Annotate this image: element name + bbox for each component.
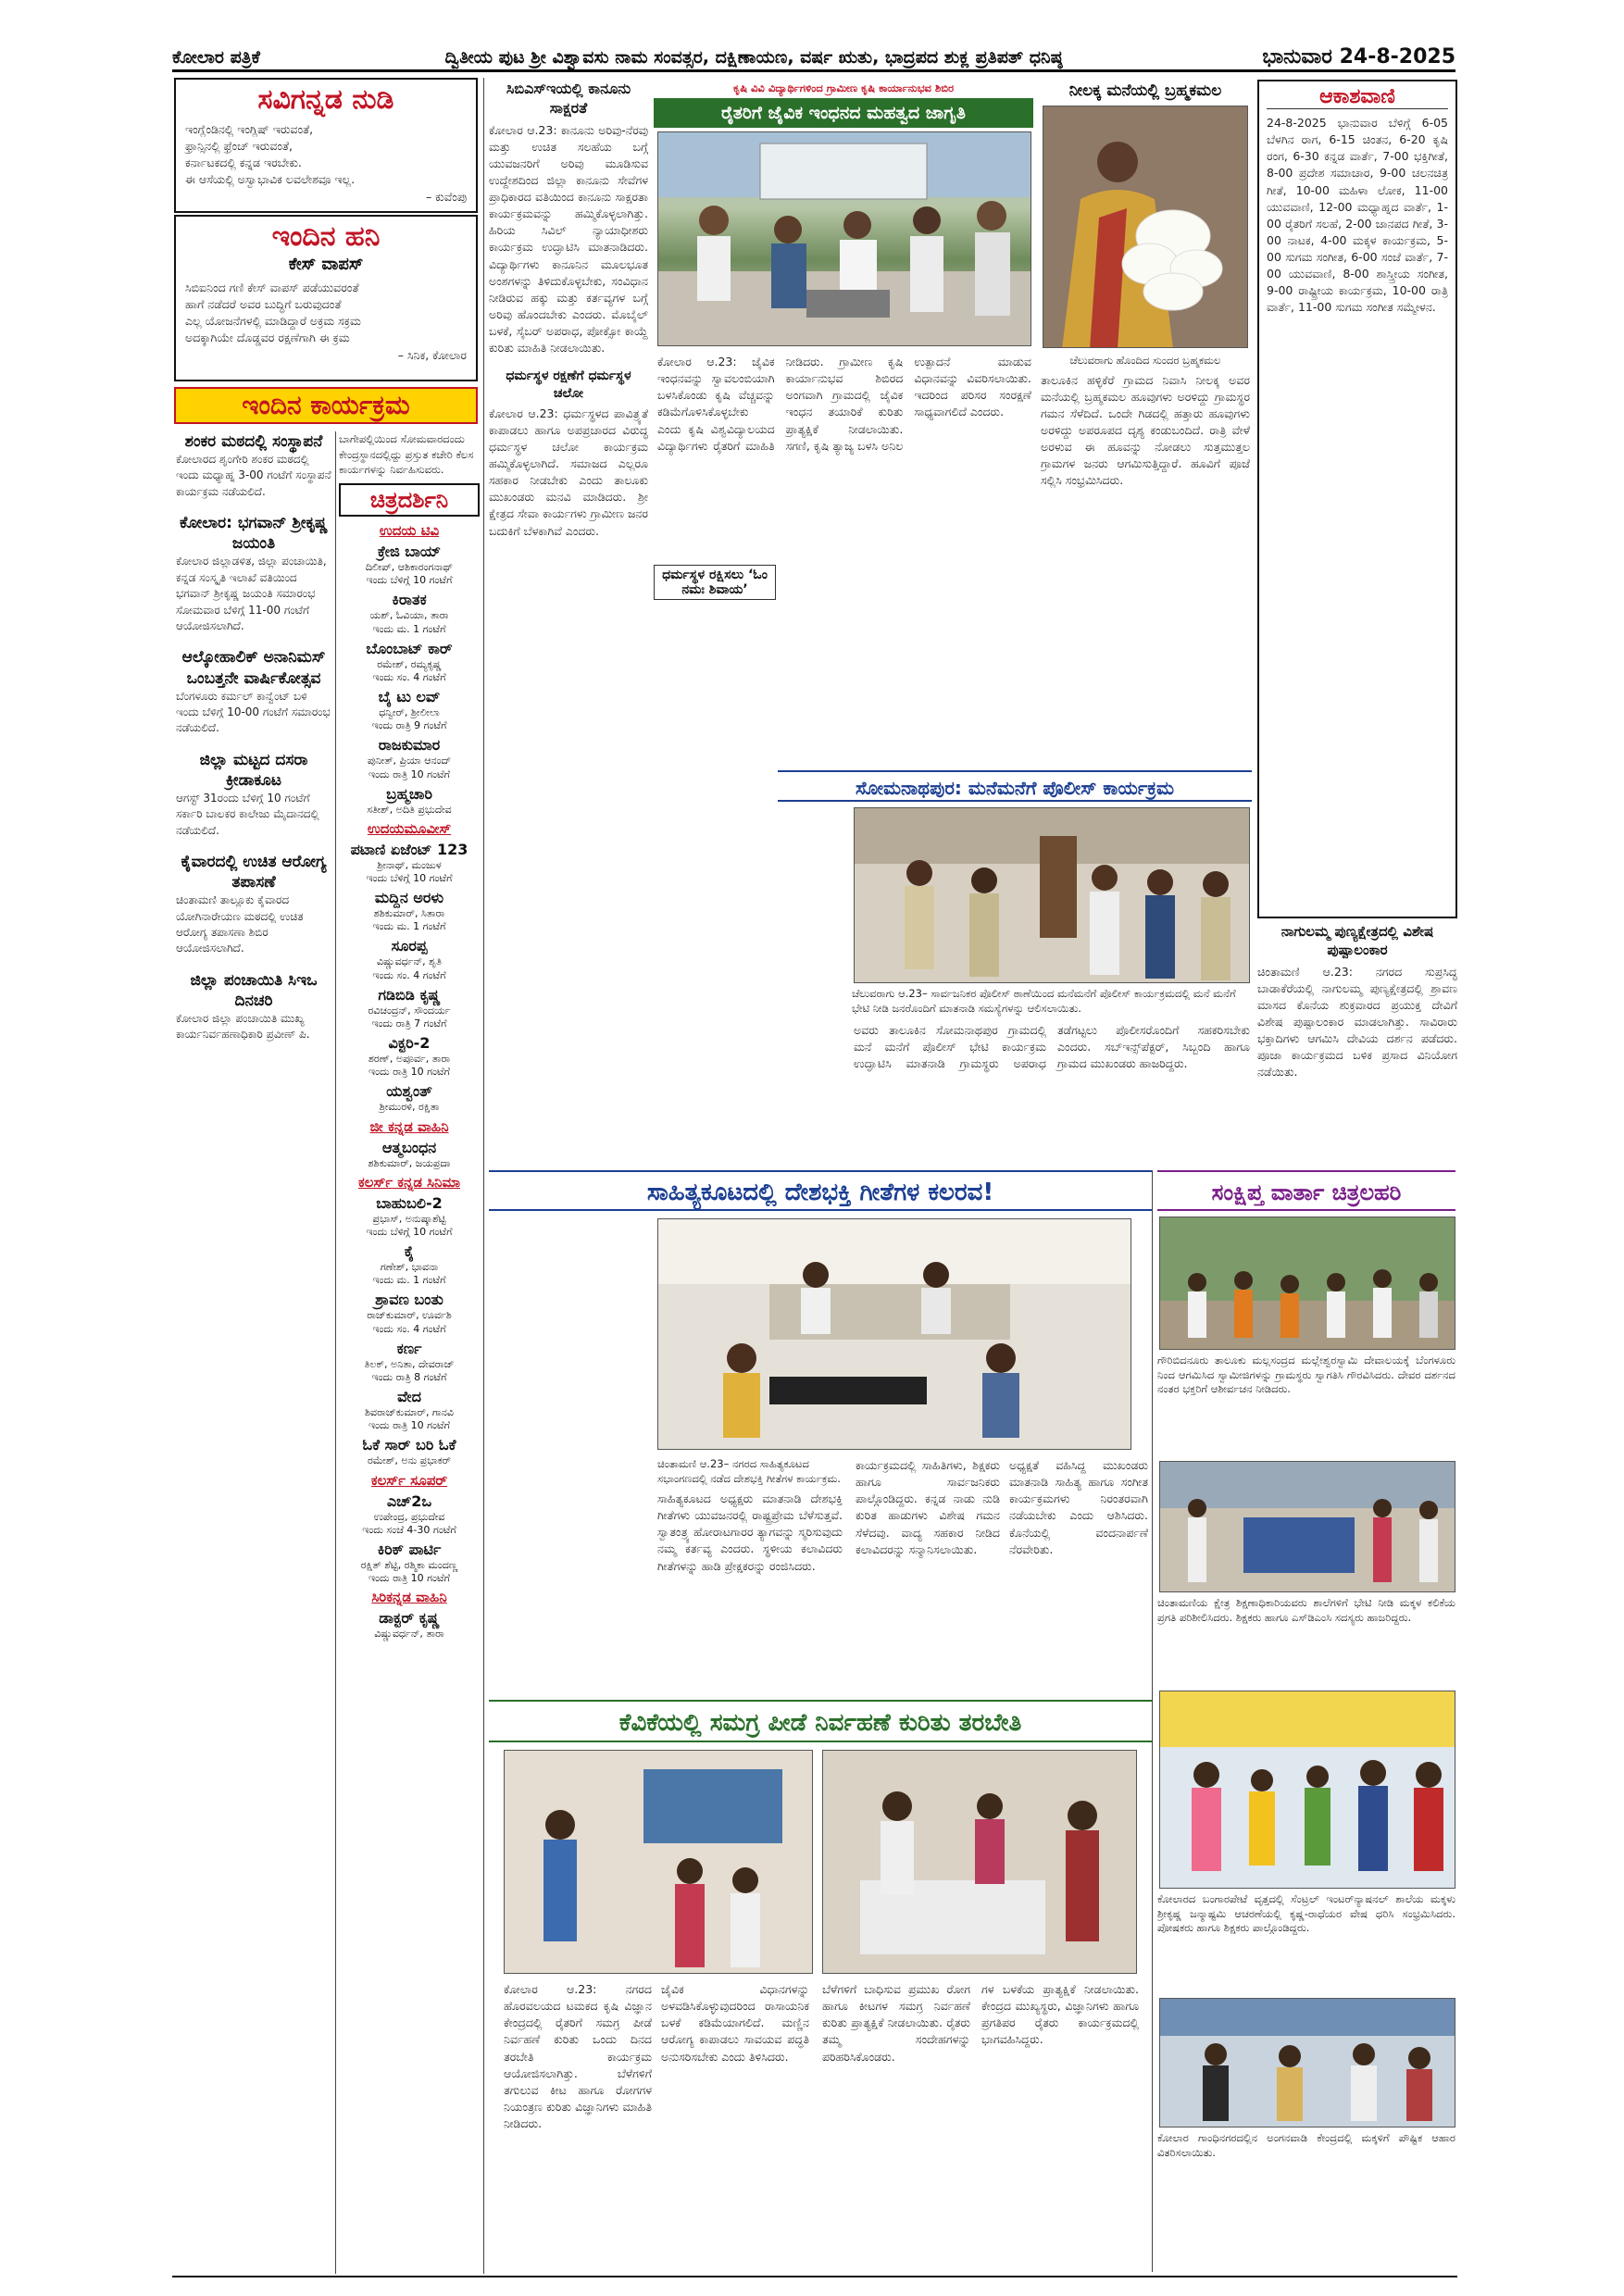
column-rule xyxy=(335,431,336,2274)
karyakrama-item-head: ಆಲ್ಕೋಹಾಲಿಕ್ ಅನಾನಿಮಸ್ ಒಂಬತ್ತನೇ ವಾರ್ಷಿಕೋತ್ಸವ xyxy=(181,648,326,688)
sahitya-col2: ಕಾರ್ಯಕ್ರಮದಲ್ಲಿ ಸಾಹಿತಿಗಳು, ಶಿಕ್ಷಕರು ಹಾಗೂ ಸಾರ್ವಜನಿಕರು ಪಾಲ್ಗೊಂಡಿದ್ದರು. ಕನ್ನಡ ನಾಡು ನುಡಿ ಕುರಿತ ಹಾಡುಗಳು ವಿಶೇಷ ಗಮನ ಸೆಳೆದವು. ವಾದ್ಯ ಸಹಕಾರ ನೀಡಿದ ಕಲಾವಿದರನ್ನು ಸನ್ಮಾನಿಸಲಾಯಿತು. xyxy=(856,1458,1000,1556)
tv-show-cast: ಶರಣ್, ಅಪೂರ್ವ, ತಾರಾ xyxy=(368,1052,451,1065)
tv-show xyxy=(339,1082,480,1114)
tv-show-cast: ಉಪೇಂದ್ರ, ಪ್ರಭುದೇವ xyxy=(373,1510,445,1523)
tv-show-title: ಸೂರಪ್ಪ xyxy=(391,937,428,955)
neelakka-head: ನೀಲಕ್ಕ ಮನೆಯಲ್ಲಿ ಬ್ರಹ್ಮಕಮಲ xyxy=(1068,81,1222,100)
raitha-headline: ರೈತರಿಗೆ ಜೈವಿಕ ಇಂಧನದ ಮಹತ್ವದ ಜಾಗೃತಿ xyxy=(654,98,1033,128)
raitha-photo-image xyxy=(658,132,1031,346)
chitradarshini-column xyxy=(339,431,480,2274)
tv-show xyxy=(339,1436,480,1467)
column-rule xyxy=(1152,1170,1153,2272)
tv-show-title: ಯಶ್ವಂತ್ xyxy=(386,1082,432,1101)
savinudi-box xyxy=(174,78,478,213)
karyakrama-item xyxy=(176,647,331,736)
tv-show-cast: ರವಿಚಂದ್ರನ್, ಸೌಂದರ್ಯ xyxy=(368,1004,451,1017)
sankshipta-photo-4 xyxy=(1159,1998,1455,2128)
tv-channel-name: ಕಲರ್ಸ್ ಸೂಪರ್ xyxy=(370,1471,448,1489)
karyakrama-note: ಬಾಗೇಪಲ್ಲಿಯಿಂದ ಸೋಮವಾರದಂದು ಕೇಂದ್ರಸ್ಥಾನದಲ್ಲಿದ್ದು ಪ್ರಸ್ತುತ ಕಚೇರಿ ಕೆಲಸ ಕಾರ್ಯಗಳನ್ನು ನಿರ್ವಹಿಸುವರು. xyxy=(339,432,474,477)
tv-listing xyxy=(339,522,480,1641)
karyakrama-item xyxy=(176,750,331,839)
tv-show-time: ಇಂದು ರಾತ್ರಿ 10 ಗಂಟೆಗೆ xyxy=(369,1066,450,1079)
tv-show-title: ಗಡಿಬಿಡಿ ಕೃಷ್ಣ xyxy=(378,985,441,1004)
tv-show xyxy=(339,1492,480,1537)
tv-show xyxy=(339,640,480,684)
tv-show-title: ವಿಕ್ಟರಿ-2 xyxy=(388,1033,431,1052)
krishna-janmashtami-photo xyxy=(1160,1691,1455,1889)
indina-hani-title: ಇಂದಿನ ಹನಿ xyxy=(271,220,381,253)
karyakrama-item-head: ಜಿಲ್ಲಾ ಪಂಚಾಯಿತಿ ಸಿಇಒ ದಿನಚರಿ xyxy=(190,970,318,1010)
somanathapura-photo xyxy=(854,807,1250,983)
kanoonu-column xyxy=(489,80,648,1325)
tv-show-title: ಓಕೆ ಸಾರ್ ಬರಿ ಓಕೆ xyxy=(362,1436,456,1454)
akashavani-schedule: 24-8-2025 ಭಾನುವಾರ ಬೆಳಿಗ್ಗೆ 6-05 ಬೆಳಗಿನ ರಾಗ, 6-15 ಚಿಂತನ, 6-20 ಕೃಷಿ ರಂಗ, 6-30 ಕನ್ನಡ ವಾರ್ತೆ, 7-00 ಭಕ್ತಿಗೀತೆ, 8-00 ಪ್ರದೇಶ ಸಮಾಚಾರ, 9-00 ಚಲನಚಿತ್ರ ಗೀತೆ, 10-00 ಮಹಿಳಾ ಲೋಕ, 11-00 ಯುವವಾಣಿ, 12-00 ಮಧ್ಯಾಹ್ನದ ವಾರ್ತೆ, 1-00 ರೈತರಿಗೆ ಸಲಹೆ, 2-00 ಜಾನಪದ ಗೀತೆ, 3-00 ನಾಟಕ, 4-00 ಮಕ್ಕಳ ಕಾರ್ಯಕ್ರಮ, 5-00 ಸುಗಮ ಸಂಗೀತ, 6-00 ಸಂಜೆ ವಾರ್ತೆ, 7-00 ಯುವವಾಣಿ, 8-00 ಶಾಸ್ತ್ರೀಯ ಸಂಗೀತ, 9-00 ರಾಷ್ಟ್ರೀಯ ಕಾರ್ಯಕ್ರಮ, 10-00 ರಾತ್ರಿ ವಾರ್ತೆ, 11-00 ಸುಗಮ ಸಂಗೀತ ಸಮ್ಮೇಳನ. xyxy=(1267,116,1448,315)
neelakka-photo xyxy=(1043,106,1248,348)
tv-show-cast: ಶ್ರೀಮುರಳಿ, ರಕ್ಷಿತಾ xyxy=(379,1101,440,1114)
sahitya-photo xyxy=(657,1218,1131,1450)
karyakrama-item-body: ಚಿಂತಾಮಣಿ ತಾಲ್ಲೂಕು ಕೈವಾರದ ಯೋಗಿನಾರೇಯಣ ಮಠದಲ್ಲಿ ಉಚಿತ ಆರೋಗ್ಯ ತಪಾಸಣಾ ಶಿಬಿರ ಆಯೋಜಿಸಲಾಗಿದೆ. xyxy=(176,893,304,955)
paper-name: ಕೋಲಾರ ಪತ್ರಿಕೆ xyxy=(172,46,260,68)
sankshipta-headline: ಸಂಕ್ಷಿಪ್ತ ವಾರ್ತಾ ಚಿತ್ರಲಹರಿ xyxy=(1157,1170,1455,1211)
tv-channel-name: ಉದಯ ಟಿವಿ xyxy=(379,522,440,540)
karyakrama-item-body: ಆಗಸ್ಟ್ 31ರಂದು ಬೆಳಿಗ್ಗೆ 10 ಗಂಟೆಗೆ ಸರ್ಕಾರಿ ಬಾಲಕರ ಕಾಲೇಜು ಮೈದಾನದಲ್ಲಿ ನಡೆಯಲಿದೆ. xyxy=(176,791,319,837)
kvk-headline: ಕೆವಿಕೆಯಲ್ಲಿ ಸಮಗ್ರ ಪೀಡೆ ನಿರ್ವಹಣೆ ಕುರಿತು ತರಬೇತಿ xyxy=(489,1700,1152,1742)
tv-show xyxy=(339,1291,480,1335)
masthead xyxy=(172,44,1455,72)
karyakrama-item-head: ಕೋಲಾರ: ಭಗವಾನ್ ಶ್ರೀಕೃಷ್ಣ ಜಯಂತಿ xyxy=(180,514,328,554)
dharmasthala-head: ಧರ್ಮಸ್ಥಳ ರಕ್ಷಣೆಗೆ ಧರ್ಮಸ್ಥಳ ಚಲೋ xyxy=(506,368,631,401)
tv-show-cast: ಶಿವರಾಜ್‌ಕುಮಾರ್, ಗಾನವಿ xyxy=(365,1406,454,1419)
kvk-col1: ಕೋಲಾರ ಆ.23: ನಗರದ ಹೊರವಲಯದ ಟಮಕದ ಕೃಷಿ ವಿಜ್ಞಾನ ಕೇಂದ್ರದಲ್ಲಿ ರೈತರಿಗೆ ಸಮಗ್ರ ಪೀಡೆ ನಿರ್ವಹಣೆ ಕುರಿತು ಒಂದು ದಿನದ ತರಬೇತಿ ಕಾರ್ಯಕ್ರಮ ಆಯೋಜಿಸಲಾಗಿತ್ತು. ಬೆಳೆಗಳಿಗೆ ತಗುಲುವ ಕೀಟ ಹಾಗೂ ರೋಗಗಳ ನಿಯಂತ್ರಣ ಕುರಿತು ವಿಜ್ಞಾನಿಗಳು ಮಾಹಿತಿ ನೀಡಿದರು. xyxy=(504,1982,652,2130)
tv-show-time: ಇಂದು ಮ. 1 ಗಂಟೆಗೆ xyxy=(372,920,446,933)
savinudi-line: ಇಂಗ್ಲೆಂಡಿನಲ್ಲಿ ಇಂಗ್ಲಿಷ್ ಇರುವಂತೆ, xyxy=(185,122,314,136)
karyakrama-item xyxy=(176,431,331,500)
tv-show-time: ಇಂದು ರಾತ್ರಿ 9 ಗಂಟೆಗೆ xyxy=(371,719,447,732)
tv-show-title: ಬೊಂಬಾಟ್ ಕಾರ್ xyxy=(366,639,453,657)
tv-show-title: ಬಾಹುಬಲಿ-2 xyxy=(376,1193,443,1212)
tv-show-title: ಕ್ರೇಜಿ ಬಾಯ್ xyxy=(377,543,442,561)
tv-show xyxy=(339,688,480,732)
karyakrama-banner: ಇಂದಿನ ಕಾರ್ಯಕ್ರಮ xyxy=(174,387,478,424)
karyakrama-item-head: ಜಿಲ್ಲಾ ಮಟ್ಟದ ದಸರಾ ಕ್ರೀಡಾಕೂಟ xyxy=(199,750,308,790)
tv-show-cast: ಧನ್ವೀರ್, ಶ್ರೀಲೀಲಾ xyxy=(379,705,440,718)
brahmakamala-photo xyxy=(1043,106,1248,348)
karyakrama-item-body: ಕೋಲಾರ ಜಿಲ್ಲಾ ಪಂಚಾಯಿತಿ ಮುಖ್ಯ ಕಾರ್ಯನಿರ್ವಹಣಾಧಿಕಾರಿ ಪ್ರವೀಣ್ ಪಿ. xyxy=(176,1012,310,1042)
bottom-rule xyxy=(172,2276,1457,2277)
kvk-photo-1 xyxy=(504,1750,813,1974)
sahitya-headline: ಸಾಹಿತ್ಯಕೂಟದಲ್ಲಿ ದೇಶಭಕ್ತಿ ಗೀತೆಗಳ ಕಲರವ! xyxy=(489,1170,1152,1211)
sahitya-caption: ಚಿಂತಾಮಣಿ ಆ.23– ನಗರದ ಸಾಹಿತ್ಯಕೂಟದ ಸಭಾಂಗಣದಲ್ಲಿ ನಡೆದ ದೇಶಭಕ್ತಿ ಗೀತೆಗಳ ಕಾರ್ಯಕ್ರಮ. xyxy=(657,1457,841,1485)
karyakrama-item-head: ಶಂಕರ ಮಠದಲ್ಲಿ ಸಂಸ್ಥಾಪನೆ xyxy=(184,432,323,451)
calendar-line: ದ್ವಿತೀಯ ಪುಟ ಶ್ರೀ ವಿಶ್ವಾವಸು ನಾಮ ಸಂವತ್ಸರ, ದಕ್ಷಿಣಾಯಣ, ವರ್ಷ ಋತು, ಭಾದ್ರಪದ ಶುಕ್ಲ ಪ್ರತಿಪತ್ ಧನಿಷ್ಠ xyxy=(444,46,1063,68)
tv-show-cast: ಶ್ರೀನಾಥ್, ಮಂಜುಳ xyxy=(377,858,442,871)
kanoonu-head: ಸಿಬಿಎಸ್ಇಯಲ್ಲಿ ಕಾನೂನು ಸಾಕ್ಷರತೆ xyxy=(506,80,631,117)
indina-hani-subtitle: ಕೇಸ್ ವಾಪಸ್ xyxy=(288,255,364,274)
tv-show-title: ವೇದ xyxy=(397,1388,421,1406)
tv-show-time: ಇಂದು ರಾತ್ರಿ 10 ಗಂಟೆಗೆ xyxy=(369,1419,450,1432)
savinudi-author: – ಕುವೆಂಪು xyxy=(425,189,467,204)
kvk-photo-2 xyxy=(822,1750,1137,1974)
column-rule xyxy=(483,78,484,2274)
tv-show xyxy=(339,591,480,635)
hani-author: – ಸಿನಿಕ, ಕೋಲಾರ xyxy=(397,347,467,362)
tv-show-time: ಇಂದು ಸಂ. 4 ಗಂಟೆಗೆ xyxy=(372,670,446,683)
karyakrama-item-body: ಬೆಂಗಳೂರು ಕರ್ಮಲ್ ಕಾನ್ವೆಂಟ್ ಬಳಿ ಇಂದು ಬೆಳಿಗ್ಗೆ 10-00 ಗಂಟೆಗೆ ಸಮಾರಂಭ ನಡೆಯಲಿದೆ. xyxy=(176,689,331,735)
tv-show-time: ಇಂದು ರಾತ್ರಿ 10 ಗಂಟೆಗೆ xyxy=(369,1572,450,1585)
tv-show-cast: ಯಶ್, ಓವಿಯಾ, ತಾರಾ xyxy=(369,609,449,622)
indina-hani-box xyxy=(174,215,478,381)
kvk-col3: ಬೆಳೆಗಳಿಗೆ ಬಾಧಿಸುವ ಪ್ರಮುಖ ರೋಗ ಹಾಗೂ ಕೀಟಗಳ ಸಮಗ್ರ ನಿರ್ವಹಣೆ ಕುರಿತು ಪ್ರಾತ್ಯಕ್ಷಿಕೆ ನೀಡಲಾಯಿತು. ರೈತರು ತಮ್ಮ ಸಂದೇಹಗಳನ್ನು ಪರಿಹರಿಸಿಕೊಂಡರು. xyxy=(822,1982,970,2064)
tv-show xyxy=(339,1242,480,1287)
tv-show-time: ಇಂದು ಮ. 1 ಗಂಟೆಗೆ xyxy=(372,622,446,635)
karyakrama-item-head: ಕೈವಾರದಲ್ಲಿ ಉಚಿತ ಆರೋಗ್ಯ ತಪಾಸಣೆ xyxy=(181,853,327,892)
tv-show-title: ಕಿರಾತಕ xyxy=(392,591,427,609)
akashavani-box xyxy=(1257,80,1457,918)
tv-show xyxy=(339,841,480,885)
hani-line: ಸಿಬಿಐನಿಂದ ಗಣಿ ಕೇಸ್ ವಾಪಸ್ ಪಡೆಯುವರಂತೆ xyxy=(185,281,359,294)
tv-channel-name: ಕಲರ್ಸ್ ಕನ್ನಡ ಸಿನಿಮಾ xyxy=(357,1173,461,1191)
tv-show xyxy=(339,1609,480,1641)
tv-show xyxy=(339,1388,480,1432)
raitha-body: ಕೋಲಾರ ಆ.23: ಜೈವಿಕ ಇಂಧನವನ್ನು ಸ್ವಾವಲಂಬಿಯಾಗಿ ಬಳಸಿಕೊಂಡು ಕೃಷಿ ವೆಚ್ಚವನ್ನು ಕಡಿಮೆಗೊಳಿಸಿಕೊಳ್ಳಬೇಕು ಎಂದು ಕೃಷಿ ವಿಶ್ವವಿದ್ಯಾಲಯದ ವಿದ್ಯಾರ್ಥಿಗಳು ರೈತರಿಗೆ ಮಾಹಿತಿ ನೀಡಿದರು. ಗ್ರಾಮೀಣ ಕೃಷಿ ಕಾರ್ಯಾನುಭವ ಶಿಬಿರದ ಅಂಗವಾಗಿ ಗ್ರಾಮದಲ್ಲಿ ಜೈವಿಕ ಇಂಧನ ತಯಾರಿಕೆ ಕುರಿತು ಪ್ರಾತ್ಯಕ್ಷಿಕೆ ನೀಡಲಾಯಿತು. ಸಗಣಿ, ಕೃಷಿ ತ್ಯಾಜ್ಯ ಬಳಸಿ ಅನಿಲ ಉತ್ಪಾದನೆ ಮಾಡುವ ವಿಧಾನವನ್ನು ವಿವರಿಸಲಾಯಿತು. ಇದರಿಂದ ಪರಿಸರ ಸಂರಕ್ಷಣೆ ಸಾಧ್ಯವಾಗಲಿದೆ ಎಂದರು. xyxy=(657,355,1031,453)
sankshipta-caption-2: ಚಿಂತಾಮಣಿಯ ಕ್ಷೇತ್ರ ಶಿಕ್ಷಣಾಧಿಕಾರಿಯವರು ಶಾಲೆಗಳಿಗೆ ಭೇಟಿ ನೀಡಿ ಮಕ್ಕಳ ಕಲಿಕೆಯ ಪ್ರಗತಿ ಪರಿಶೀಲಿಸಿದರು. ಶಿಕ್ಷಕರು ಹಾಗೂ ಎಸ್‌ಡಿಎಂಸಿ ಸದಸ್ಯರು ಹಾಜರಿದ್ದರು. xyxy=(1157,1596,1455,1624)
hani-line: ಹಾಗೆ ನಡೆದರೆ ಅವರ ಬುದ್ಧಿಗೆ ಬರುವುದಂತೆ xyxy=(185,297,342,312)
raitha-photo xyxy=(657,131,1031,346)
tv-show-title: ಮದ್ದಿನ ಅರಳು xyxy=(374,889,444,907)
kvk-col2: ಜೈವಿಕ ವಿಧಾನಗಳನ್ನು ಅಳವಡಿಸಿಕೊಳ್ಳುವುದರಿಂದ ರಾಸಾಯನಿಕ ಬಳಕೆ ಕಡಿಮೆಯಾಗಲಿದೆ. ಮಣ್ಣಿನ ಆರೋಗ್ಯ ಕಾಪಾಡಲು ಸಾವಯವ ಪದ್ಧತಿ ಅನುಸರಿಸಬೇಕು ಎಂದು ತಿಳಿಸಿದರು. xyxy=(661,1982,809,2064)
school-visit-photo xyxy=(1160,1462,1455,1592)
kvk-col4: ಗಳ ಬಳಕೆಯ ಪ್ರಾತ್ಯಕ್ಷಿಕೆ ನೀಡಲಾಯಿತು. ಕೇಂದ್ರದ ಮುಖ್ಯಸ್ಥರು, ವಿಜ್ಞಾನಿಗಳು ಹಾಗೂ ಪ್ರಗತಿಪರ ರೈತರು ಕಾರ್ಯಕ್ರಮದಲ್ಲಿ ಭಾಗವಹಿಸಿದ್ದರು. xyxy=(981,1982,1139,2047)
tv-show-cast: ವಿಷ್ಣುವರ್ಧನ್, ತಾರಾ xyxy=(374,1628,444,1641)
neelakka-caption: ಚೆಲುವರಾಗು ಹೊಂದಿದ ಸುಂದರ ಬ್ರಹ್ಮಕಮಲ xyxy=(1069,354,1221,367)
tv-channel-name: ಸಿರಿಕನ್ನಡ ವಾಹಿನಿ xyxy=(371,1589,447,1606)
issue-date: ಭಾನುವಾರ 24-8-2025 xyxy=(1262,45,1455,69)
savinudi-line: ಈ ಆಸೆಯಲ್ಲಿ ಅಸ್ವಾಭಾವಿಕ ಲವಲೇಶವೂ ಇಲ್ಲ. xyxy=(185,172,356,187)
anganwadi-photo xyxy=(1160,1999,1455,2128)
tv-show-cast: ರಮೇಶ್, ರಮ್ಯಕೃಷ್ಣ xyxy=(377,657,442,670)
tv-show-time: ಇಂದು ಸಂ. 4 ಗಂಟೆಗೆ xyxy=(372,968,446,981)
sankshipta-photo-3 xyxy=(1159,1691,1455,1889)
tv-show-title: ರಾಜಕುಮಾರ xyxy=(378,736,441,755)
somanathapura-caption: ಚೆಲುವರಾಗು ಆ.23– ಸಾರ್ವಜನಿಕರ ಪೊಲೀಸ್ ಠಾಣೆಯಿಂದ ಮನೆಮನೆಗೆ ಪೊಲೀಸ್ ಕಾರ್ಯಕ್ರಮದಲ್ಲಿ ಮನೆ ಮನೆಗೆ ಭೇಟಿ ನೀಡಿ ಜನರೊಂದಿಗೆ ಮಾತನಾಡಿ ಸಮಸ್ಯೆಗಳನ್ನು ಆಲಿಸಲಾಯಿತು. xyxy=(852,987,1236,1015)
kvk-training-photo-1 xyxy=(505,1751,813,1974)
tv-show-time: ಇಂದು ರಾತ್ರಿ 7 ಗಂಟೆಗೆ xyxy=(371,1017,447,1029)
tv-show-title: ಬೈ ಟು ಲವ್ xyxy=(378,687,441,705)
akashavani-title: ಆಕಾಶವಾಣಿ xyxy=(1267,85,1448,109)
karyakrama-item-body: ಕೋಲಾರ ಜಿಲ್ಲಾಡಳಿತ, ಜಿಲ್ಲಾ ಪಂಚಾಯಿತಿ, ಕನ್ನಡ ಸಂಸ್ಕೃತಿ ಇಲಾಖೆ ವತಿಯಿಂದ ಭಗವಾನ್ ಶ್ರೀಕೃಷ್ಣ ಜಯಂತಿ ಸಮಾರಂಭ ಸೋಮವಾರ ಬೆಳಿಗ್ಗೆ 11-00 ಗಂಟೆಗೆ ಆಯೋಜಿಸಲಾಗಿದೆ. xyxy=(176,555,327,633)
tv-show-time: ಇಂದು ಬೆಳಿಗ್ಗೆ 10 ಗಂಟೆಗೆ xyxy=(366,1226,453,1239)
nagulamma-column xyxy=(1257,922,1457,1172)
tv-channel-name: ಜೀ ಕನ್ನಡ ವಾಹಿನಿ xyxy=(369,1117,449,1135)
dharmasthala-body: ಕೋಲಾರ ಆ.23: ಧರ್ಮಸ್ಥಳದ ಪಾವಿತ್ರ್ಯತೆ ಕಾಪಾಡಲು ಹಾಗೂ ಅಪಪ್ರಚಾರದ ವಿರುದ್ಧ ಧರ್ಮಸ್ಥಳ ಚಲೋ ಕಾರ್ಯಕ್ರಮ ಹಮ್ಮಿಕೊಳ್ಳಲಾಗಿದೆ. ಸಮಾಜದ ಎಲ್ಲರೂ ಸಹಕಾರ ನೀಡಬೇಕು ಎಂದು ತಾಲೂಕು ಮುಖಂಡರು ಮನವಿ ಮಾಡಿದರು. ಶ್ರೀ ಕ್ಷೇತ್ರದ ಸೇವಾ ಕಾರ್ಯಗಳು ಗ್ರಾಮೀಣ ಜನರ ಬದುಕಿಗೆ ಬೆಳಕಾಗಿವೆ ಎಂದರು. xyxy=(489,406,648,538)
tv-show xyxy=(339,889,480,933)
tv-show-cast: ರಾಜ್‌ಕುಮಾರ್, ಊರ್ವಶಿ xyxy=(367,1309,452,1322)
chitradarshini-title-box xyxy=(339,483,480,517)
neelakka-body xyxy=(1041,354,1250,798)
sankshipta-photo-2 xyxy=(1159,1461,1455,1592)
karyakrama-item xyxy=(176,513,331,634)
chitradarshini-title: ಚಿತ್ರದರ್ಶಿನಿ xyxy=(369,487,449,514)
karyakrama-item xyxy=(176,852,331,957)
tv-show-time: ಇಂದು ಸಂಜೆ 4-30 ಗಂಟೆಗೆ xyxy=(362,1523,456,1536)
tv-show-cast: ವಿಷ್ಣುವರ್ಧನ್, ಶೃತಿ xyxy=(376,955,442,968)
tv-show xyxy=(339,543,480,587)
tv-show-title: ಆತ್ಮಬಂಧನ xyxy=(381,1138,437,1156)
tv-show xyxy=(339,986,480,1030)
tv-show-title: ಪಟಾಣಿ ಏಜೆಂಟ್ 123 xyxy=(350,840,468,858)
sankshipta-photo-1 xyxy=(1159,1217,1455,1350)
nagulamma-body: ಚಿಂತಾಮಣಿ ಆ.23: ನಗರದ ಸುಪ್ರಸಿದ್ಧ ಬಾಡಾಕೆರೆಯಲ್ಲಿ ನಾಗುಲಮ್ಮ ಪುಣ್ಯಕ್ಷೇತ್ರದಲ್ಲಿ ಶ್ರಾವಣ ಮಾಸದ ಕೊನೆಯ ಶುಕ್ರವಾರದ ಪ್ರಯುಕ್ತ ದೇವಿಗೆ ವಿಶೇಷ ಪುಷ್ಪಾಲಂಕಾರ ಮಾಡಲಾಗಿತ್ತು. ಸಾವಿರಾರು ಭಕ್ತಾದಿಗಳು ಆಗಮಿಸಿ ದೇವಿಯ ದರ್ಶನ ಪಡೆದರು. ಪೂಜಾ ಕಾರ್ಯಕ್ರಮದ ಬಳಿಕ ಪ್ರಸಾದ ವಿನಿಯೋಗ ನಡೆಯಿತು. xyxy=(1257,964,1457,1079)
tv-show-cast: ಶಶಿಕುಮಾರ್, ಸಿತಾರಾ xyxy=(373,907,445,920)
tv-show-cast: ಪುನೀತ್, ಪ್ರಿಯಾ ಆನಂದ್ xyxy=(367,755,452,767)
tv-show-title: ಕಿರಿಕ್ ಪಾರ್ಟಿ xyxy=(377,1540,442,1558)
tv-show xyxy=(339,1194,480,1239)
tv-show xyxy=(339,937,480,981)
tv-show-time: ಇಂದು ರಾತ್ರಿ 8 ಗಂಟೆಗೆ xyxy=(371,1371,447,1384)
savinudi-line: ಫ್ರಾನ್ಸಿನಲ್ಲಿ ಫ್ರೆಂಚ್ ಇರುವಂತೆ, xyxy=(185,139,294,154)
somanathapura-headline: ಸೋಮನಾಥಪುರ: ಮನೆಮನೆಗೆ ಪೊಲೀಸ್ ಕಾರ್ಯಕ್ರಮ xyxy=(778,770,1252,802)
tv-show-cast: ರಕ್ಷಿತ್ ಶೆಟ್ಟಿ, ರಶ್ಮಿಕಾ ಮಂದಣ್ಣ xyxy=(360,1558,458,1571)
nagulamma-head: ನಾಗುಲಮ್ಮ ಪುಣ್ಯಕ್ಷೇತ್ರದಲ್ಲಿ ವಿಶೇಷ ಪುಷ್ಪಾಲಂಕಾರ xyxy=(1280,923,1434,959)
tv-show xyxy=(339,736,480,780)
swamiji-visit-photo xyxy=(1160,1217,1455,1350)
tv-show-title: ಎಚ್2ಒ xyxy=(386,1491,432,1510)
raitha-subhead: ಧರ್ಮಸ್ಥಳ ರಕ್ಷಿಸಲು ‘ಓಂ ನಮಃ ಶಿವಾಯ’ xyxy=(654,565,776,600)
tv-show-time: ಇಂದು ಮ. 1 ಗಂಟೆಗೆ xyxy=(372,1274,446,1287)
karyakrama-item xyxy=(176,970,331,1043)
tv-show xyxy=(339,785,480,817)
hani-line: ಅದಕ್ಕಾಗಿಯೇ ದೊಡ್ಡವರ ರಕ್ಷಣೆಗಾಗಿ ಈ ಕ್ರಮ xyxy=(185,331,350,345)
somanathapura-body: ಅವರು ತಾಲೂಕಿನ ಸೋಮನಾಥಪುರ ಗ್ರಾಮದಲ್ಲಿ ಮನೆ ಮನೆಗೆ ಪೊಲೀಸ್ ಭೇಟಿ ಕಾರ್ಯಕ್ರಮ ಉದ್ಘಾಟಿಸಿ ಮಾತನಾಡಿ ಗ್ರಾಮಸ್ಥರು ಅಪರಾಧ ತಡೆಗಟ್ಟಲು ಪೊಲೀಸರೊಂದಿಗೆ ಸಹಕರಿಸಬೇಕು ಎಂದರು. ಸಬ್‌ಇನ್ಸ್‌ಪೆಕ್ಟರ್, ಸಿಬ್ಬಂದಿ ಹಾಗೂ ಗ್ರಾಮದ ಮುಖಂಡರು ಹಾಜರಿದ್ದರು. xyxy=(854,1023,1250,1071)
karyakrama-item-body: ಕೋಲಾರದ ಶೃಂಗೇರಿ ಶಂಕರ ಮಠದಲ್ಲಿ ಇಂದು ಮಧ್ಯಾಹ್ನ 3-00 ಗಂಟೆಗೆ ಸಂಸ್ಥಾಪನೆ ಕಾರ್ಯಕ್ರಮ ನಡೆಯಲಿದೆ. xyxy=(176,453,331,498)
tv-show-cast: ಪ್ರಭಾಸ್, ಅನುಷ್ಕಾಶೆಟ್ಟಿ xyxy=(372,1212,446,1225)
tv-show-cast: ದಿಲೀಪ್, ಆಶಿಕಾರಂಗನಾಥ್ xyxy=(365,561,454,574)
sahitya-event-photo xyxy=(658,1219,1131,1450)
kanoonu-body: ಕೋಲಾರ ಆ.23: ಕಾನೂನು ಅರಿವು-ನೆರವು ಮತ್ತು ಉಚಿತ ಸಲಹೆಯ ಬಗ್ಗೆ ಯುವಜನರಿಗೆ ಅರಿವು ಮೂಡಿಸುವ ಉದ್ದೇಶದಿಂದ ಜಿಲ್ಲಾ ಕಾನೂನು ಸೇವೆಗಳ ಪ್ರಾಧಿಕಾರದ ವತಿಯಿಂದ ಕಾನೂನು ಸಾಕ್ಷರತಾ ಕಾರ್ಯಕ್ರಮವನ್ನು ಹಮ್ಮಿಕೊಳ್ಳಲಾಗಿತ್ತು. ಹಿರಿಯ ಸಿವಿಲ್ ನ್ಯಾಯಾಧೀಶರು ಕಾರ್ಯಕ್ರಮ ಉದ್ಘಾಟಿಸಿ ಮಾತನಾಡಿದರು. ವಿದ್ಯಾರ್ಥಿಗಳು ಕಾನೂನಿನ ಮೂಲಭೂತ ಅಂಶಗಳನ್ನು ತಿಳಿದುಕೊಳ್ಳಬೇಕು, ಸಂವಿಧಾನ ನೀಡಿರುವ ಹಕ್ಕು ಮತ್ತು ಕರ್ತವ್ಯಗಳ ಬಗ್ಗೆ ಅರಿವು ಹೊಂದಬೇಕು ಎಂದರು. ಮೊಬೈಲ್ ಬಳಕೆ, ಸೈಬರ್ ಅಪರಾಧ, ಪೋಕ್ಸೋ ಕಾಯ್ದೆ ಕುರಿತು ಮಾಹಿತಿ ನೀಡಲಾಯಿತು. xyxy=(489,122,648,356)
tv-show-cast: ರಮೇಶ್, ಅನು ಪ್ರಭಾಕರ್ xyxy=(367,1454,452,1467)
tv-show-time: ಇಂದು ಬೆಳಿಗ್ಗೆ 10 ಗಂಟೆಗೆ xyxy=(366,872,453,885)
tv-show-title: ಕರ್ಣ xyxy=(396,1339,422,1357)
hani-line: ಎಲ್ಲ ಯೋಜನೆಗಳಲ್ಲಿ ಮಾಡಿದ್ದಾರೆ ಅಕ್ರಮ ಸಕ್ರಮ xyxy=(185,314,361,329)
tv-show xyxy=(339,1034,480,1079)
sankshipta-caption-3: ಕೋಲಾರದ ಬಂಗಾರಪೇಟೆ ವೃತ್ತದಲ್ಲಿ ಸೆಂಟ್ರಲ್ ಇಂಟರ್‌ನ್ಯಾಷನಲ್ ಶಾಲೆಯ ಮಕ್ಕಳು ಶ್ರೀಕೃಷ್ಣ ಜನ್ಮಾಷ್ಟಮಿ ಆಚರಣೆಯಲ್ಲಿ ಕೃಷ್ಣ-ರಾಧೆಯರ ವೇಷ ಧರಿಸಿ ಸಂಭ್ರಮಿಸಿದರು. ಪೋಷಕರು ಹಾಗೂ ಶಿಕ್ಷಕರು ಪಾಲ್ಗೊಂಡಿದ್ದರು. xyxy=(1157,1892,1455,1935)
tv-show xyxy=(339,1541,480,1585)
police-visit-photo xyxy=(855,808,1250,983)
tv-show-cast: ಗಣೇಶ್, ಭಾವನಾ xyxy=(380,1261,439,1274)
tv-show-cast: ತಿಲಕ್, ಅನಿತಾ, ದೇವರಾಜ್ xyxy=(364,1357,455,1370)
raitha-kicker: ಕೃಷಿ ವಿವಿ ವಿದ್ಯಾರ್ಥಿಗಳಿಂದ ಗ್ರಾಮೀಣ ಕೃಷಿ ಕಾರ್ಯಾನುಭವ ಶಿಬಿರ xyxy=(732,81,955,94)
tv-show xyxy=(339,1139,480,1170)
tv-show xyxy=(339,1340,480,1384)
tv-show-time: ಇಂದು ಸಂ. 4 ಗಂಟೆಗೆ xyxy=(372,1322,446,1335)
sahitya-col3: ಅಧ್ಯಕ್ಷತೆ ವಹಿಸಿದ್ದ ಮುಖಂಡರು ಮಾತನಾಡಿ ಸಾಹಿತ್ಯ ಹಾಗೂ ಸಂಗೀತ ಕಾರ್ಯಕ್ರಮಗಳು ನಿರಂತರವಾಗಿ ನಡೆಯಬೇಕು ಎಂದು ಆಶಿಸಿದರು. ಕೊನೆಯಲ್ಲಿ ವಂದನಾರ್ಪಣೆ ನೆರವೇರಿತು. xyxy=(1009,1458,1148,1556)
tv-show-cast: ಸತೀಶ್, ಅದಿತಿ ಪ್ರಭುದೇವ xyxy=(367,803,452,816)
karyakrama-column xyxy=(176,431,331,2274)
tv-show-time: ಇಂದು ಬೆಳಿಗ್ಗೆ 10 ಗಂಟೆಗೆ xyxy=(366,574,453,587)
tv-show-title: ಕೈ xyxy=(404,1242,415,1261)
tv-show-time: ಇಂದು ರಾತ್ರಿ 10 ಗಂಟೆಗೆ xyxy=(369,767,450,780)
tv-channel-name: ಉದಯಮೂವೀಸ್ xyxy=(367,819,452,837)
sahitya-col1: ಸಾಹಿತ್ಯಕೂಟದ ಅಧ್ಯಕ್ಷರು ಮಾತನಾಡಿ ದೇಶಭಕ್ತಿ ಗೀತೆಗಳು ಯುವಜನರಲ್ಲಿ ರಾಷ್ಟ್ರಪ್ರೇಮ ಬೆಳೆಸುತ್ತವೆ. ಸ್ವಾತಂತ್ರ್ಯ ಹೋರಾಟಗಾರರ ತ್ಯಾಗವನ್ನು ಸ್ಮರಿಸುವುದು ನಮ್ಮ ಕರ್ತವ್ಯ ಎಂದರು. ಸ್ಥಳೀಯ ಕಲಾವಿದರು ಗೀತೆಗಳನ್ನು ಹಾಡಿ ಪ್ರೇಕ್ಷಕರನ್ನು ರಂಜಿಸಿದರು. xyxy=(657,1491,843,1573)
neelakka-text: ತಾಲೂಕಿನ ಹಳ್ಳಿಕೆರೆ ಗ್ರಾಮದ ನಿವಾಸಿ ನೀಲಕ್ಕ ಅವರ ಮನೆಯಲ್ಲಿ ಬ್ರಹ್ಮಕಮಲ ಹೂವುಗಳು ಅರಳಿದ್ದು ಗ್ರಾಮಸ್ಥರ ಗಮನ ಸೆಳೆದಿದೆ. ಒಂದೇ ಗಿಡದಲ್ಲಿ ಹತ್ತಾರು ಹೂವುಗಳು ಅರಳಿದ್ದು ಅಪರೂಪದ ದೃಶ್ಯ ಕಂಡುಬಂದಿದೆ. ರಾತ್ರಿ ವೇಳೆ ಅರಳುವ ಈ ಹೂವನ್ನು ನೋಡಲು ಸುತ್ತಮುತ್ತಲ ಗ್ರಾಮಗಳ ಜನರು ಆಗಮಿಸುತ್ತಿದ್ದಾರೆ. ಹೂವಿಗೆ ಪೂಜೆ ಸಲ್ಲಿಸಿ ಸಂಭ್ರಮಿಸಿದರು. xyxy=(1041,372,1250,488)
sankshipta-caption-1: ಗೌರಿಬಿದನೂರು ತಾಲೂಕು ಮಲ್ಲಸಂದ್ರದ ಮಲ್ಲೇಶ್ವರಸ್ವಾಮಿ ದೇವಾಲಯಕ್ಕೆ ಬೆಂಗಳೂರು ನಿಂದ ಆಗಮಿಸಿದ ಸ್ವಾಮೀಜಿಗಳನ್ನು ಗ್ರಾಮಸ್ಥರು ಸ್ವಾಗತಿಸಿ ಗೌರವಿಸಿದರು. ದೇವರ ದರ್ಶನದ ನಂತರ ಭಕ್ತರಿಗೆ ಆಶೀರ್ವಚನ ನೀಡಿದರು. xyxy=(1157,1354,1455,1396)
tv-show-title: ಡಾಕ್ಟರ್ ಕೃಷ್ಣ xyxy=(379,1609,440,1628)
savinudi-line: ಕರ್ನಾಟಕದಲ್ಲಿ ಕನ್ನಡ ಇರಬೇಕು. xyxy=(185,156,302,170)
kvk-training-photo-2 xyxy=(823,1751,1137,1974)
tv-show-cast: ಶಶಿಕುಮಾರ್, ಜಯಪ್ರದಾ xyxy=(368,1156,451,1169)
sankshipta-caption-4: ಕೋಲಾರ ಗಾಂಧಿನಗರದಲ್ಲಿನ ಅಂಗನವಾಡಿ ಕೇಂದ್ರದಲ್ಲಿ ಮಕ್ಕಳಿಗೆ ಪೌಷ್ಟಿಕ ಆಹಾರ ವಿತರಿಸಲಾಯಿತು. xyxy=(1157,2131,1455,2159)
tv-show-title: ಬ್ರಹ್ಮಚಾರಿ xyxy=(386,784,432,803)
tv-show-title: ಶ್ರಾವಣ ಬಂತು xyxy=(375,1291,443,1309)
savinudi-title: ಸವಿಗನ್ನಡ ನುಡಿ xyxy=(257,83,394,116)
